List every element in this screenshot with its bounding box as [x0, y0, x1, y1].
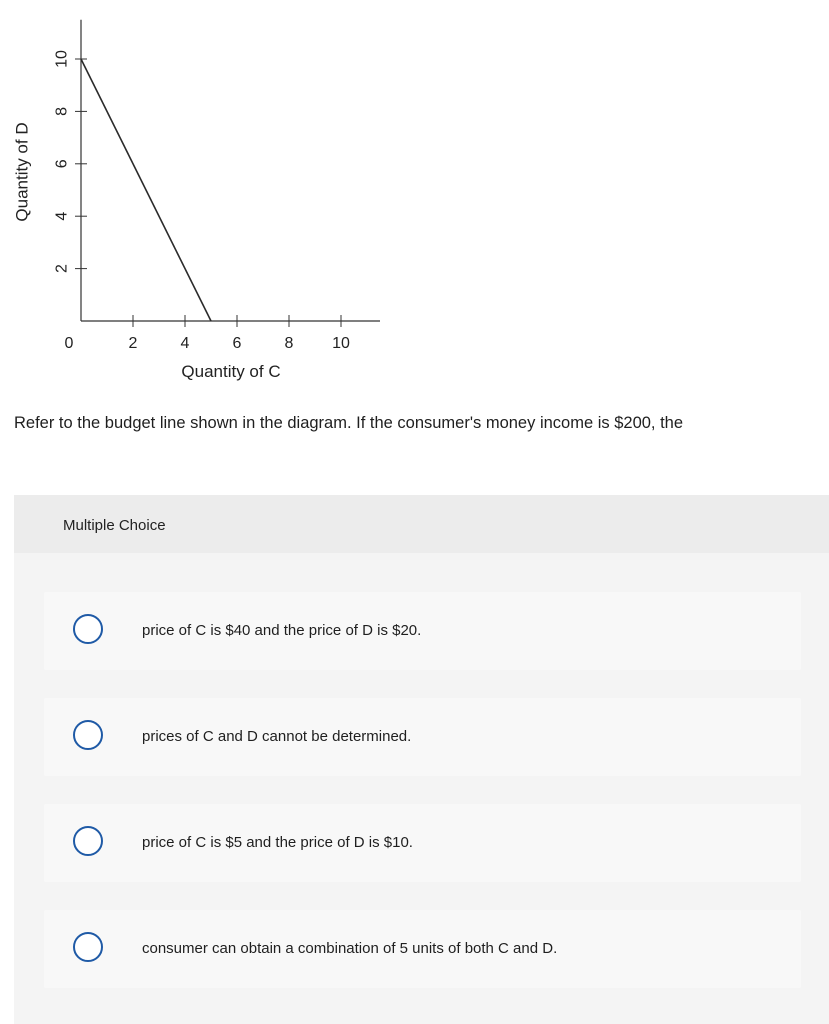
question-text: Refer to the budget line shown in the diagram. If the consumer's money income is $200, the	[14, 414, 684, 432]
multiple-choice-header	[14, 495, 829, 553]
x-axis-title: Quantity of C	[181, 362, 281, 381]
x-tick-label: 10	[332, 335, 350, 352]
radio-button-icon[interactable]	[73, 932, 103, 962]
answer-option-text: prices of C and D cannot be determined.	[142, 728, 412, 745]
y-tick-label: 4	[53, 211, 71, 221]
y-tick-label: 10	[53, 50, 71, 68]
multiple-choice-label: Multiple Choice	[63, 517, 166, 534]
answer-option-text: price of C is $5 and the price of D is $10.	[142, 834, 413, 851]
x-tick-label: 4	[180, 335, 190, 352]
answer-option-2[interactable]	[44, 698, 801, 776]
y-tick-label: 6	[53, 159, 71, 169]
budget-line-chart	[0, 0, 420, 400]
radio-button-icon[interactable]	[73, 614, 103, 644]
radio-button-icon[interactable]	[73, 720, 103, 750]
origin-label: 0	[64, 335, 74, 352]
y-tick-label: 8	[53, 106, 71, 116]
answer-option-4[interactable]	[44, 910, 801, 988]
answer-option-1[interactable]	[44, 592, 801, 670]
x-tick-label: 8	[284, 335, 294, 352]
budget-line	[81, 59, 211, 321]
multiple-choice-panel	[14, 495, 829, 1024]
y-axis-title: Quantity of D	[12, 122, 32, 222]
answer-option-text: consumer can obtain a combination of 5 units of both C and D.	[142, 940, 558, 957]
answer-option-text: price of C is $40 and the price of D is $20.	[142, 622, 422, 639]
radio-button-icon[interactable]	[73, 826, 103, 856]
x-tick-label: 2	[128, 335, 138, 352]
answer-option-3[interactable]	[44, 804, 801, 882]
x-tick-label: 6	[232, 335, 242, 352]
y-tick-label: 2	[53, 264, 71, 274]
